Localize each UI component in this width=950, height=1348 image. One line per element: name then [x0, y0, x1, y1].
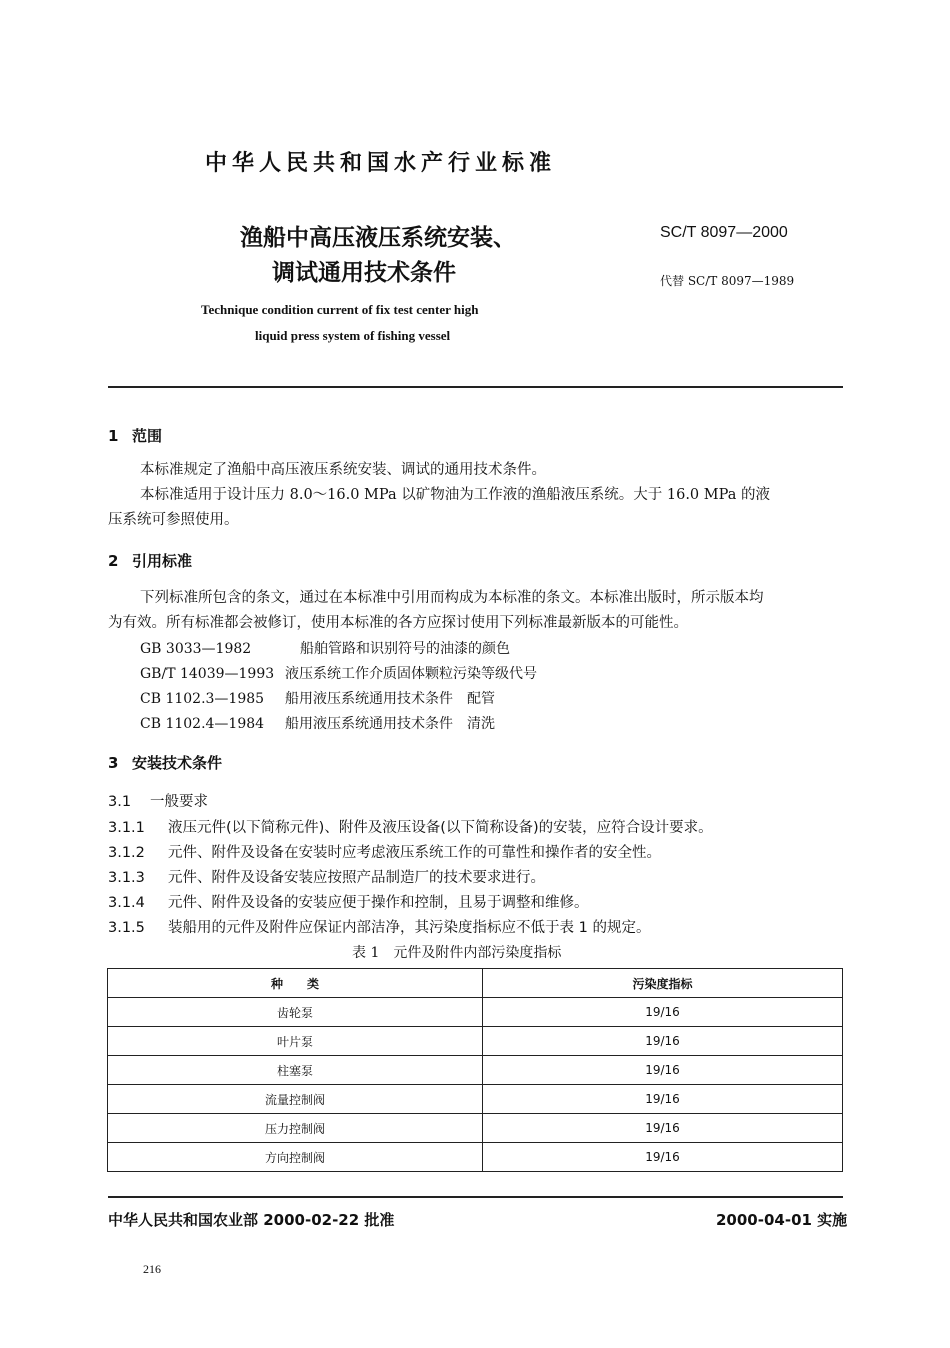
- clause-3-1-2: [108, 841, 661, 862]
- table-row: [108, 1143, 843, 1172]
- table-row: [108, 1056, 843, 1085]
- contamination-index-cell: 19/16: [483, 998, 843, 1027]
- header-divider: [108, 386, 843, 388]
- english-title-line-2: liquid press system of fishing vessel: [255, 328, 451, 343]
- reference-item: [140, 688, 495, 708]
- component-type-cell: 压力控制阀: [108, 1114, 483, 1143]
- section-2-paragraph-1-cont: 为有效。所有标准都会被修订，使用本标准的各方应探讨使用下列标准最新版本的可能性。: [108, 615, 688, 631]
- table-row: [108, 1085, 843, 1114]
- clause-text: 元件、附件及设备安装应按照产品制造厂的技术要求进行。: [168, 870, 545, 886]
- document-title-line-2: 调试通用技术条件: [272, 260, 456, 286]
- component-type-cell: 方向控制阀: [108, 1143, 483, 1172]
- section-number: 1: [108, 427, 119, 445]
- column-header: 污染度指标: [483, 969, 843, 998]
- replaces-standard: 代替 SC/T 8097—1989: [660, 274, 795, 288]
- clause-number: 3.1: [108, 794, 132, 810]
- component-type-cell: 齿轮泵: [108, 998, 483, 1027]
- effective-date: 2000-04-01 实施: [716, 1211, 848, 1229]
- reference-code: CB 1102.4—1984: [140, 716, 265, 732]
- section-2-paragraph-1: 下列标准所包含的条文，通过在本标准中引用而构成为本标准的条文。本标准出版时，所示版本均: [140, 590, 764, 606]
- english-title-line-1: Technique condition current of fix test center high: [201, 302, 479, 317]
- component-type-cell: 流量控制阀: [108, 1085, 483, 1114]
- footer-divider: [108, 1196, 843, 1198]
- reference-code: GB/T 14039—1993: [140, 666, 275, 682]
- reference-item: [140, 713, 495, 733]
- standard-code: SC/T 8097—2000: [660, 224, 788, 241]
- section-2-heading: [108, 550, 192, 571]
- clause-text: 一般要求: [150, 794, 208, 810]
- clause-text: 装船用的元件及附件应保证内部洁净，其污染度指标应不低于表 1 的规定。: [168, 920, 651, 936]
- contamination-index-cell: 19/16: [483, 1085, 843, 1114]
- clause-number: 3.1.1: [108, 820, 145, 836]
- reference-item: [140, 638, 510, 658]
- column-header: 种 类: [108, 969, 483, 998]
- section-1-paragraph-1: 本标准规定了渔船中高压液压系统安装、调试的通用技术条件。: [140, 462, 546, 478]
- section-title: 安装技术条件: [132, 754, 223, 772]
- section-number: 3: [108, 754, 119, 772]
- clause-3-1-3: [108, 866, 545, 887]
- page-number: 216: [143, 1262, 161, 1276]
- table-caption: 表 1 元件及附件内部污染度指标: [352, 945, 562, 961]
- table-row: [108, 1114, 843, 1143]
- component-type-cell: 叶片泵: [108, 1027, 483, 1056]
- table-header-row: [108, 969, 843, 998]
- table-row: [108, 998, 843, 1027]
- clause-text: 元件、附件及设备在安装时应考虑液压系统工作的可靠性和操作者的安全性。: [168, 845, 661, 861]
- section-3-heading: [108, 752, 222, 773]
- contamination-index-cell: 19/16: [483, 1056, 843, 1085]
- contamination-table: [107, 968, 843, 1172]
- clause-3-1: [108, 790, 208, 811]
- contamination-index-cell: 19/16: [483, 1143, 843, 1172]
- clause-number: 3.1.5: [108, 920, 145, 936]
- reference-title: 液压系统工作介质固体颗粒污染等级代号: [285, 666, 537, 682]
- reference-code: CB 1102.3—1985: [140, 691, 265, 707]
- contamination-index-cell: 19/16: [483, 1114, 843, 1143]
- reference-title: 船舶管路和识别符号的油漆的颜色: [300, 641, 510, 657]
- section-title: 范围: [132, 427, 163, 445]
- clause-3-1-1: [108, 816, 713, 837]
- section-title: 引用标准: [132, 552, 193, 570]
- clause-3-1-4: [108, 891, 589, 912]
- publication-header: 中华人民共和国水产行业标准: [205, 150, 557, 176]
- contamination-index-cell: 19/16: [483, 1027, 843, 1056]
- clause-text: 液压元件(以下简称元件)、附件及液压设备(以下简称设备)的安装，应符合设计要求。: [168, 820, 713, 836]
- reference-title: 船用液压系统通用技术条件 清洗: [285, 716, 495, 732]
- section-number: 2: [108, 552, 119, 570]
- clause-number: 3.1.4: [108, 895, 145, 911]
- clause-3-1-5: [108, 916, 650, 937]
- clause-text: 元件、附件及设备的安装应便于操作和控制，且易于调整和维修。: [168, 895, 589, 911]
- component-type-cell: 柱塞泵: [108, 1056, 483, 1085]
- reference-item: [140, 663, 537, 683]
- reference-title: 船用液压系统通用技术条件 配管: [285, 691, 495, 707]
- clause-number: 3.1.2: [108, 845, 145, 861]
- section-1-heading: [108, 425, 162, 446]
- section-1-paragraph-2: 本标准适用于设计压力 8.0～16.0 MPa 以矿物油为工作液的渔船液压系统。大于 16.0 MPa 的液: [140, 487, 770, 503]
- approval-statement: 中华人民共和国农业部 2000-02-22 批准: [108, 1211, 395, 1229]
- section-1-paragraph-2-cont: 压系统可参照使用。: [108, 512, 239, 528]
- table-row: [108, 1027, 843, 1056]
- document-title-line-1: 渔船中高压液压系统安装、: [240, 225, 516, 251]
- clause-number: 3.1.3: [108, 870, 145, 886]
- reference-code: GB 3033—1982: [140, 641, 252, 657]
